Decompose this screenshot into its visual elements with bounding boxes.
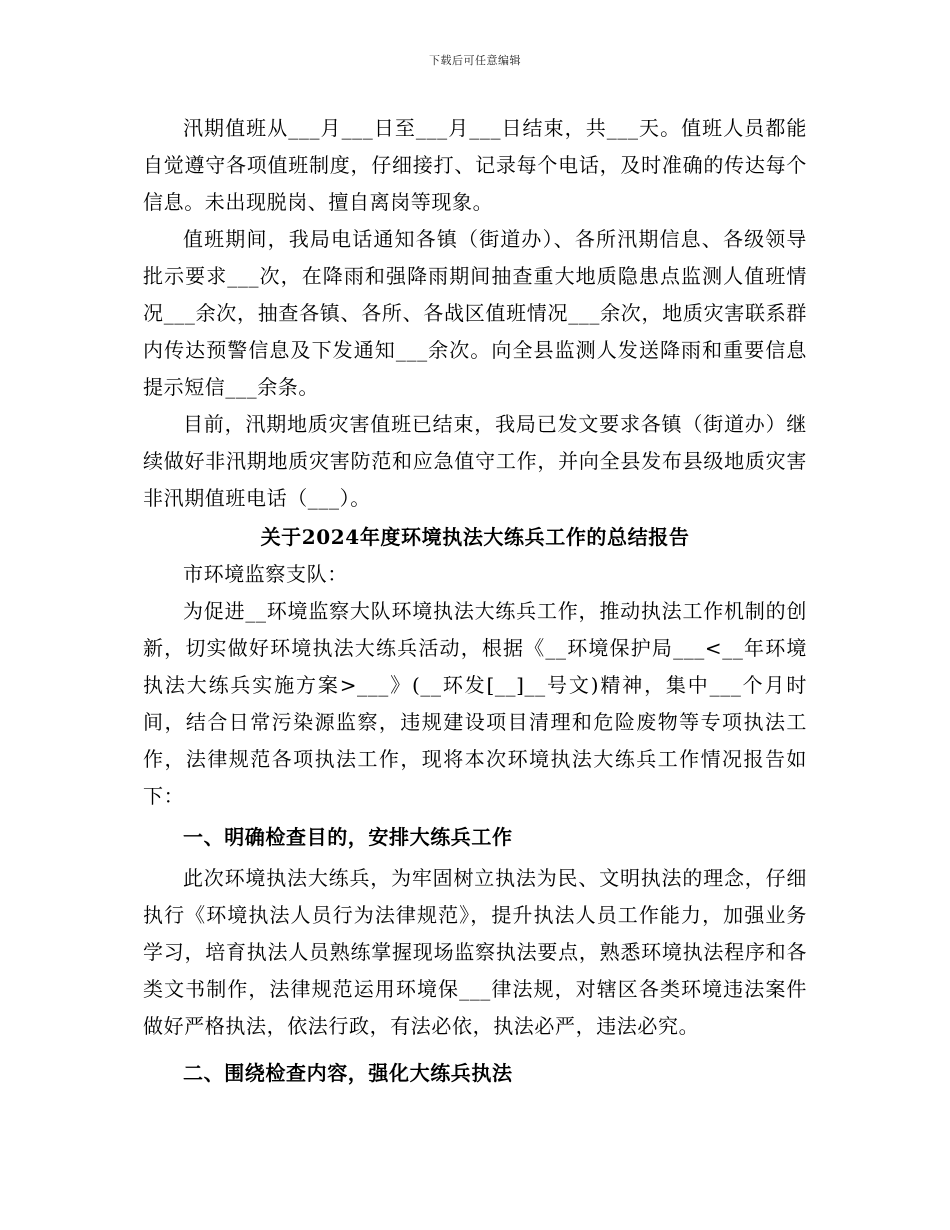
- report-title: 关于2024年度环境执法大练兵工作的总结报告: [260, 525, 690, 549]
- salutation: 市环境监察支队：: [183, 562, 348, 586]
- header-note: 下载后可任意编辑: [429, 54, 521, 67]
- paragraph-duty-conclusion: 目前，汛期地质灾害值班已结束，我局已发文要求各镇（街道办）继续做好非汛期地质灾害防范和应急值守工作，并向全县发布县级地质灾害非汛期值班电话（___）。: [143, 412, 807, 510]
- paragraph-duty-activities: 值班期间，我局电话通知各镇（街道办）、各所汛期信息、各级领导批示要求___次，在降雨和强降雨期间抽查重大地质隐患点监测人值班情况___余次，抽查各镇、各所、各战区值班情况___余次，地质灾害联系群内传达预警信息及下发通知___余次。向全县监测人发送降雨和重要信息提示短信___余条。: [143, 227, 807, 399]
- document-body: [143, 110, 807, 1096]
- paragraph-intro: 为促进__环境监察大队环境执法大练兵工作，推动执法工作机制的创新，切实做好环境执法大练兵活动，根据《__环境保护局___<__年环境执法大练兵实施方案>___》(__环发[__]__号文)精神，集中___个月时间，结合日常污染源监察，违规建设项目清理和危险废物等专项执法工作，法律规范各项执法工作，现将本次环境执法大练兵工作情况报告如下：: [143, 599, 807, 808]
- section1-heading: 一、明确检查目的，安排大练兵工作: [183, 825, 513, 849]
- paragraph-section1: 此次环境执法大练兵，为牢固树立执法为民、文明执法的理念，仔细执行《环境执法人员行为法律规范》，提升执法人员工作能力，加强业务学习，培育执法人员熟练掌握现场监察执法要点，熟悉环境执法程序和各类文书制作，法律规范运用环境保___律法规，对辖区各类环境违法案件做好严格执法，依法行政，有法必依，执法必严，违法必究。: [143, 866, 807, 1038]
- section2-heading: 二、围绕检查内容，强化大练兵执法: [183, 1061, 513, 1085]
- paragraph-duty-period: 汛期值班从___月___日至___月___日结束，共___天。值班人员都能自觉遵守各项值班制度，仔细接打、记录每个电话，及时准确的传达每个信息。未出现脱岗、擅自离岗等现象。: [143, 116, 807, 214]
